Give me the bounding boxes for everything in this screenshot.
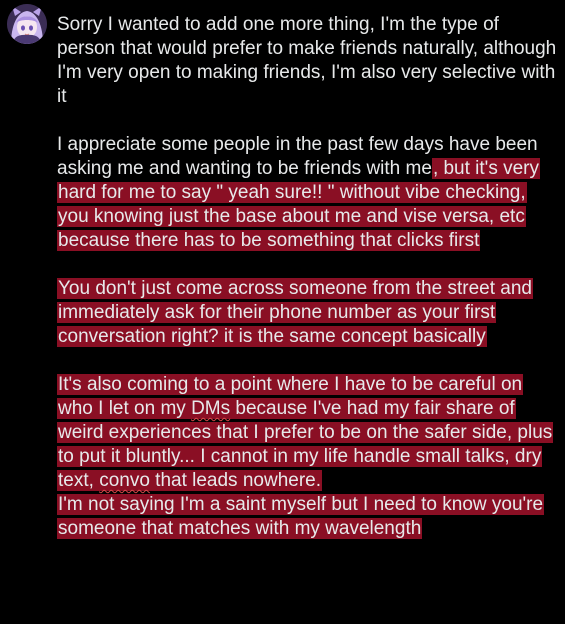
text-careful-e: that leads nowhere. xyxy=(149,470,322,491)
spellcheck-word-convo: convo xyxy=(99,470,150,491)
post-text xyxy=(57,13,561,541)
spellcheck-word-dms: DMs xyxy=(191,398,231,419)
text-appreciate-plain: I appreciate some people in the past few days have been asking me and wanting to be friends with me xyxy=(57,134,538,179)
text-careful-a: It's also coming to a point where I have to be careful on who I let on my xyxy=(58,374,523,419)
paragraph-careful xyxy=(57,373,561,493)
paragraph-intro xyxy=(57,13,561,109)
paragraph-wavelength xyxy=(57,493,561,541)
text-wavelength-highlighted: I'm not saying I'm a saint myself but I need to know you're someone that matches with my wavelength xyxy=(58,494,544,539)
text-careful-c: because I've had my fair share of weird experiences that I prefer to be on the safer side, plus to put it bluntly... I cannot in my life handle small talks, dry text, xyxy=(58,398,553,491)
anime-avatar-icon xyxy=(7,4,47,44)
text-street-highlighted: You don't just come across someone from the street and immediately ask for their phone number as your first conversation right? it is the same concept basically xyxy=(58,278,532,347)
text-appreciate-highlighted: , but it's very hard for me to say " yeah sure!! " without vibe checking, you knowing just the base about me and vise versa, etc because there has to be something that clicks first xyxy=(58,158,539,251)
paragraph-gap xyxy=(57,349,561,373)
text-careful-highlighted xyxy=(57,374,553,491)
avatar[interactable] xyxy=(7,4,47,44)
paragraph-gap xyxy=(57,253,561,277)
paragraph-street xyxy=(57,277,561,349)
text-intro: Sorry I wanted to add one more thing, I'm the type of person that would prefer to make friends naturally, although I'm very open to making friends, I'm also very selective with it xyxy=(57,14,557,107)
paragraph-appreciate xyxy=(57,133,561,253)
paragraph-gap xyxy=(57,109,561,133)
